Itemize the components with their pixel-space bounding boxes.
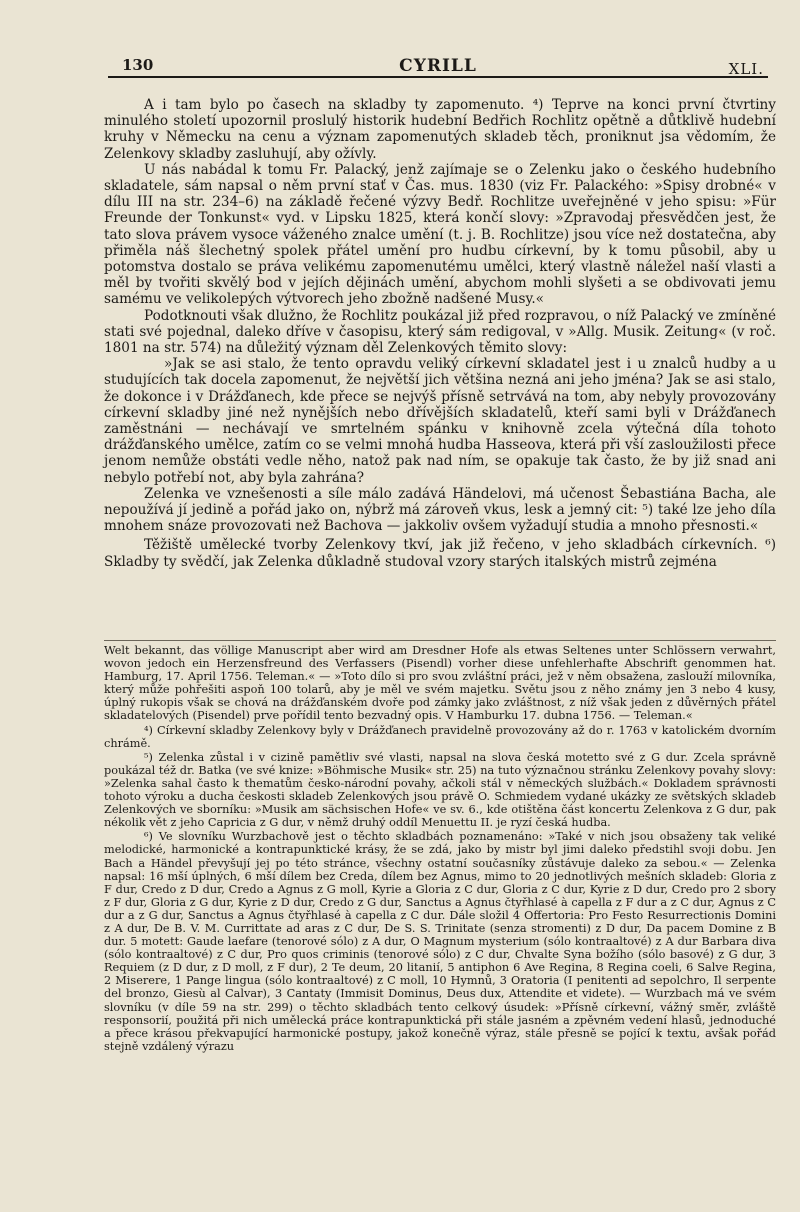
- footnote-6: ⁶) Ve slovníku Wurzbachově jest o těchto skladbách poznamenáno: »Také v nich jsou obsaženy tak veliké melodické, harmonické a kontrapunktické krásy, že se zdá, jako by mistr byl jimi daleko předstihl svoji dobu. Jen Bach a Händel převyšují jej po této stránce, všechny ostatní současníky zůstávuje daleko za sebou.« — Zelenka napsal: 16 mší úplných, 6 mší dílem bez Creda, dílem bez Agnus, mimo to 20 jednotlivých mešních skladeb: Gloria z F dur, Credo z D dur, Credo a Agnus z G moll, Kyrie a Gloria z C dur, Gloria z C dur, Kyrie z D dur, Credo pro 2 sbory z F dur, Gloria z G dur, Kyrie z D dur, Credo z G dur, Sanctus a Agnus čtyřhlasé à capella z F dur a z C dur, Agnus z C dur a z G dur, Sanctus a Agnus čtyřhlasé à capella z C dur. Dále složil 4 Offertoria: Pro Festo Resurrectionis Domini z A dur, De B. V. M. Currittate ad aras z C dur, De S. S. Trinitate (senza stromenti) z D dur, Da pacem Domine z B dur. 5 motett: Gaude laefare (tenorové sólo) z A dur, O Magnum mysterium (sólo kontraaltové) z A dur Barbara diva (sólo kontraaltové) z C dur, Pro quos criminis (tenorové sólo) z C dur, Chvalte Syna božího (sólo basové) z G dur, 3 Requiem (z D dur, z D moll, z F dur), 2 Te deum, 20 litanií, 5 antiphon 6 Ave Regina, 8 Regina coeli, 6 Salve Regina, 2 Miserere, 1 Pange lingua (sólo kontraaltové) z C moll, 10 Hymnů, 3 Oratoria (I penitenti ad sepolchro, Il serpente del bronzo, Giesù al Calvar), 3 Cantaty (Immisit Dominus, Deus dux, Attendite et videte). — Wurzbach má ve svém slovníku (v díle 59 na str. 299) o těchto skladbách tento celkový úsudek: »Přísně církevní, vážný směr, zvláště responsorií, použitá při nich umělecká práce kontrapunktická při stále jasném a zpěvném vedení hlasů, jednoduché a přece krásou překvapující harmonické postupy, jakož konečně výraz, stále přesně se pojící k textu, avšak pořád stejně vzdálený výrazu: [104, 830, 776, 1053]
- paragraph: A i tam bylo po časech na skladby ty zapomenuto. ⁴) Teprve na konci první čtvrtiny minulého století upozornil proslulý historik hudební Bedřich Rochlitz opětně a důtklivě hudební kruhy v Německu na cenu a význam zapomenutých skladeb těch, proniknut jsa vědomím, že Zelenkovy skladby zasluhují, aby ožívly.: [104, 97, 776, 162]
- quotation-paragraph: Zelenka ve vznešenosti a síle málo zadává Händelovi, má učenost Šebastiána Bacha, ale nepoužívá jí jedině a pořád jako on, nýbrž má zároveň vkus, lesk a jemný cit: ⁵) také lze jeho díla mnohem snáze provozovati než Bachova — jakkoliv ovšem vyžadují studia a mnoho přesnosti.«: [104, 485, 776, 535]
- footnote-4: ⁴) Církevní skladby Zelenkovy byly v Drážďanech pravidelně provozovány až do r. 1763 v katolickém dvorním chrámě.: [104, 723, 776, 750]
- footnote-5: ⁵) Zelenka zůstal i v cizině pamětliv své vlasti, napsal na slova česká motetto své z G dur. Zcela správně poukázal též dr. Batka (ve své knize: »Böhmische Musik« str. 25) na tuto význačnou stránku Zelenkovy povahy slovy: »Zelenka sahal často k thematům česko-národní povahy, ačkoli stál v německých službách.« Dokladem správnosti tohoto výroku a ducha českosti skladeb Zelenkových jsou právě O. Schmiedem vydané ukázky ze světských skladeb Zelenkových ve sborníku: »Musik am sächsischen Hofe« ve sv. 6., kde otištěna část koncertu Zelenkova z G dur, pak nékolik vět z jeho Capricia z G dur, v němž druhý oddíl Menuettu II. je ryzí česká hudba.: [104, 750, 776, 830]
- quotation-paragraph: »Jak se asi stalo, že tento opravdu veliký církevní skladatel jest i u znalců hudby a u studujících tak docela zapomenut, že největší jich většina nezná ani jeho jména? Jak se asi stalo, že dokonce i v Drážďanech, kde přece se nejvýš přísně setrvává na tom, aby nebyly provozovány církevní skladby jiné než nynějších nebo dřívějších skladatelů, kteří sami byli v Drážďanech zaměstnáni — nechávají ve smrtelném spánku v knihovně zcela výtečná díla tohoto drážďanského umělce, zatím co se velmi mnohá hudba Hasseova, která při vší zasloužilosti přece jenom nemůže obstáti vedle něho, natož pak nad ním, se opakuje tak často, že by již snad ani nebylo potřebí not, aby byla zahrána?: [104, 356, 776, 486]
- paragraph: Těžiště umělecké tvorby Zelenkovy tkví, jak již řečeno, v jeho skladbách církevních. ⁶) Skladby ty svědčí, jak Zelenka důkladně studoval vzory starých italských mistrů zejména: [104, 537, 776, 570]
- page-header: [108, 54, 768, 80]
- footnotes: [104, 640, 776, 1054]
- volume-number: XLI.: [728, 60, 764, 78]
- paragraph: Podotknouti však dlužno, že Rochlitz poukázal již před rozpravou, o níž Palacký ve zmíněné stati své pojednal, daleko dříve v časopisu, který sám redigoval, v »Allg. Musik. Zeitung« (v roč. 1801 na str. 574) na důležitý význam děl Zelenkových těmito slovy:: [104, 307, 776, 357]
- footnote-continuation: Welt bekannt, das völlige Manuscript aber wird am Dresdner Hofe als etwas Seltenes unter Schlössern verwahrt, wovon jedoch ein Herzensfreund des Verfassers (Pisendl) vorher diese unfehlerhafte Abschrift genommen hat. Hamburg, 17. April 1756. Teleman.« — »Toto dílo si pro svou zvláštní práci, jež v něm obsažena, zaslouží milovníka, který může pohřešiti aspoň 100 tolarů, aby je měl ve svém majetku. Světu jsou z něho známy jen 3 nebo 4 kusy, úplný rukopis však se chová na drážďanském dvoře pod zámky jako zvláštnost, z níž však jeden z důvěrných přátel skladatelových (Pisendel) prve pořídil tento bezvadný opis. V Hamburku 17. dubna 1756. — Teleman.«: [104, 644, 776, 723]
- paragraph: U nás nabádal k tomu Fr. Palacký, jenž zajímaje se o Zelenku jako o českého hudebního skladatele, sám napsal o něm první stať v Čas. mus. 1830 (viz Fr. Palackého: »Spisy drobné« v dílu III na str. 234–6) na základě řečené výzvy Bedř. Rochlitze uveřejněné v jeho spisu: »Für Freunde der Tonkunst« vyd. v Lipsku 1825, která končí slovy: »Zpravodaj přesvědčen jest, že tato slova právem vysoce váženého znalce umění (t. j. B. Rochlitze) jsou více než dostatečna, aby přiměla náš šlechetný spolek přátel umění pro hudbu církevní, by k tomu působil, aby u potomstva dostalo se práva velikému zapomenutému umělci, který vlastně náležel naší vlasti a měl by tvořiti skvělý bod v jejích dějinách umění, abychom mohli slyšeti a se obdivovati jemu samému ve velikolepých výtvorech jeho zbožně nadšené Musy.«: [104, 161, 776, 308]
- journal-title: CYRILL: [399, 56, 477, 76]
- header-rule: [108, 76, 768, 78]
- page-number: 130: [122, 56, 154, 74]
- main-text: [104, 97, 776, 570]
